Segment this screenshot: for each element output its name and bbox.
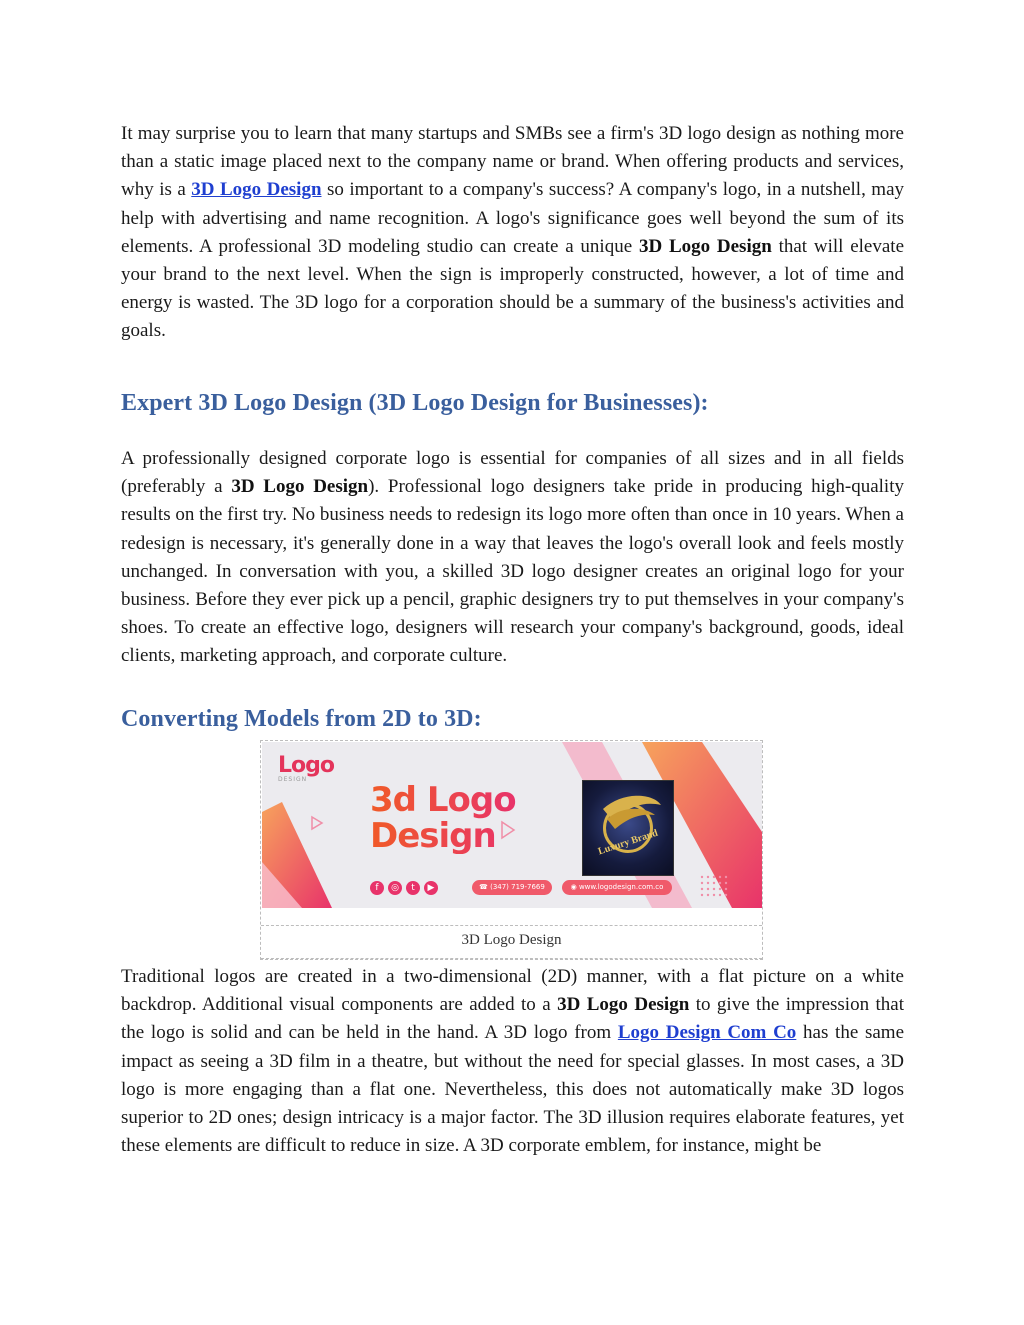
phone-icon: ☎ — [479, 883, 491, 891]
youtube-icon: ▶ — [424, 881, 438, 895]
bold-term: 3D Logo Design — [638, 235, 772, 257]
twitter-icon: t — [406, 881, 420, 895]
bold-term: 3D Logo Design — [231, 476, 369, 498]
3d-logo-design-link[interactable]: 3D Logo Design — [191, 179, 322, 201]
text-segment: so important to a company's success? A company's logo, in a nutshell, may help with advertising and name recognition. A logo's significance goes well beyond the sum of its elements. A professional 3D modeling studio can create a unique — [121, 179, 905, 257]
figure-caption: 3D Logo Design — [261, 925, 762, 959]
text-segment: has the same impact as seeing a 3D film in a theatre, but without the need for special glasses. In most cases, a 3D logo is more engaging than a flat one. Nevertheless, this does not automatically make 3D logos superior to 2D ones; design intricacy is a major factor. The 3D illusion requires elaborate features, yet these elements are difficult to reduce in size. A 3D corporate emblem, for instance, might be — [121, 1022, 905, 1157]
banner-phone-number: (347) 719-7669 — [490, 883, 545, 891]
banner-image — [262, 742, 762, 908]
banner-logo-text: Logo — [278, 753, 334, 778]
text-segment: that will elevate your brand to the next level. When the sign is improperly constructed, however, a lot of time and energy is wasted. The 3D logo for a corporation should be a summary of the business's activities and goals. — [121, 235, 905, 342]
banner-title — [370, 782, 516, 854]
banner-phone — [472, 880, 552, 895]
banner-photo-text: Luxury Brand — [596, 827, 660, 858]
instagram-icon: ◎ — [388, 881, 402, 895]
social-icons — [370, 881, 438, 895]
paragraph-intro — [121, 120, 904, 346]
text-segment: ). Professional logo designers take pride in producing high-quality results on the first try. No business needs to redesign its logo more often than once in 10 years. When a redesign is necessary, it's generally done in a way that leaves the logo's overall look and feels mostly unchanged. In conversation with you, a skilled 3D logo designer creates an original logo for your business. Before they ever pick up a pencil, graphic designers try to put themselves in your company's shoes. To create an effective logo, designers will research your company's background, goods, ideal clients, marketing approach, and corporate culture. — [121, 476, 904, 667]
text-segment: Traditional logos are created in a two-dimensional (2D) manner, with a flat picture on a white backdrop. Additional visual components are added to a — [121, 966, 904, 1016]
banner-website-url: www.logodesign.com.co — [578, 883, 664, 891]
section-heading-converting: Converting Models from 2D to 3D: — [121, 706, 482, 732]
play-outline-icon — [312, 817, 322, 829]
banner-title-line: Design — [370, 816, 496, 856]
bold-term: 3D Logo Design — [557, 994, 690, 1016]
section-heading-expert: Expert 3D Logo Design (3D Logo Design for Businesses): — [121, 390, 709, 416]
globe-icon: ◉ — [570, 883, 579, 891]
banner-website — [562, 880, 672, 895]
text-segment: It may surprise you to learn that many startups and SMBs see a firm's 3D logo design as nothing more than a static image placed next to the company name or brand. When offering products and services, why is a — [121, 123, 904, 201]
banner-logo-subtext: DESIGN — [278, 776, 308, 783]
facebook-icon: f — [370, 881, 384, 895]
logo-design-com-co-link[interactable]: Logo Design Com Co — [617, 1022, 797, 1044]
text-segment: A professionally designed corporate logo is essential for companies of all sizes and in all fields (preferably a — [121, 448, 904, 498]
paragraph-expert — [121, 445, 904, 671]
banner-product-photo — [582, 780, 674, 876]
text-segment: to give the impression that the logo is solid and can be held in the hand. A 3D logo from — [121, 994, 905, 1044]
banner-brand-logo — [278, 753, 334, 783]
figure-3d-logo-banner — [260, 740, 763, 960]
banner-title-line: 3d Logo — [370, 780, 516, 820]
paragraph-converting — [121, 963, 904, 1160]
